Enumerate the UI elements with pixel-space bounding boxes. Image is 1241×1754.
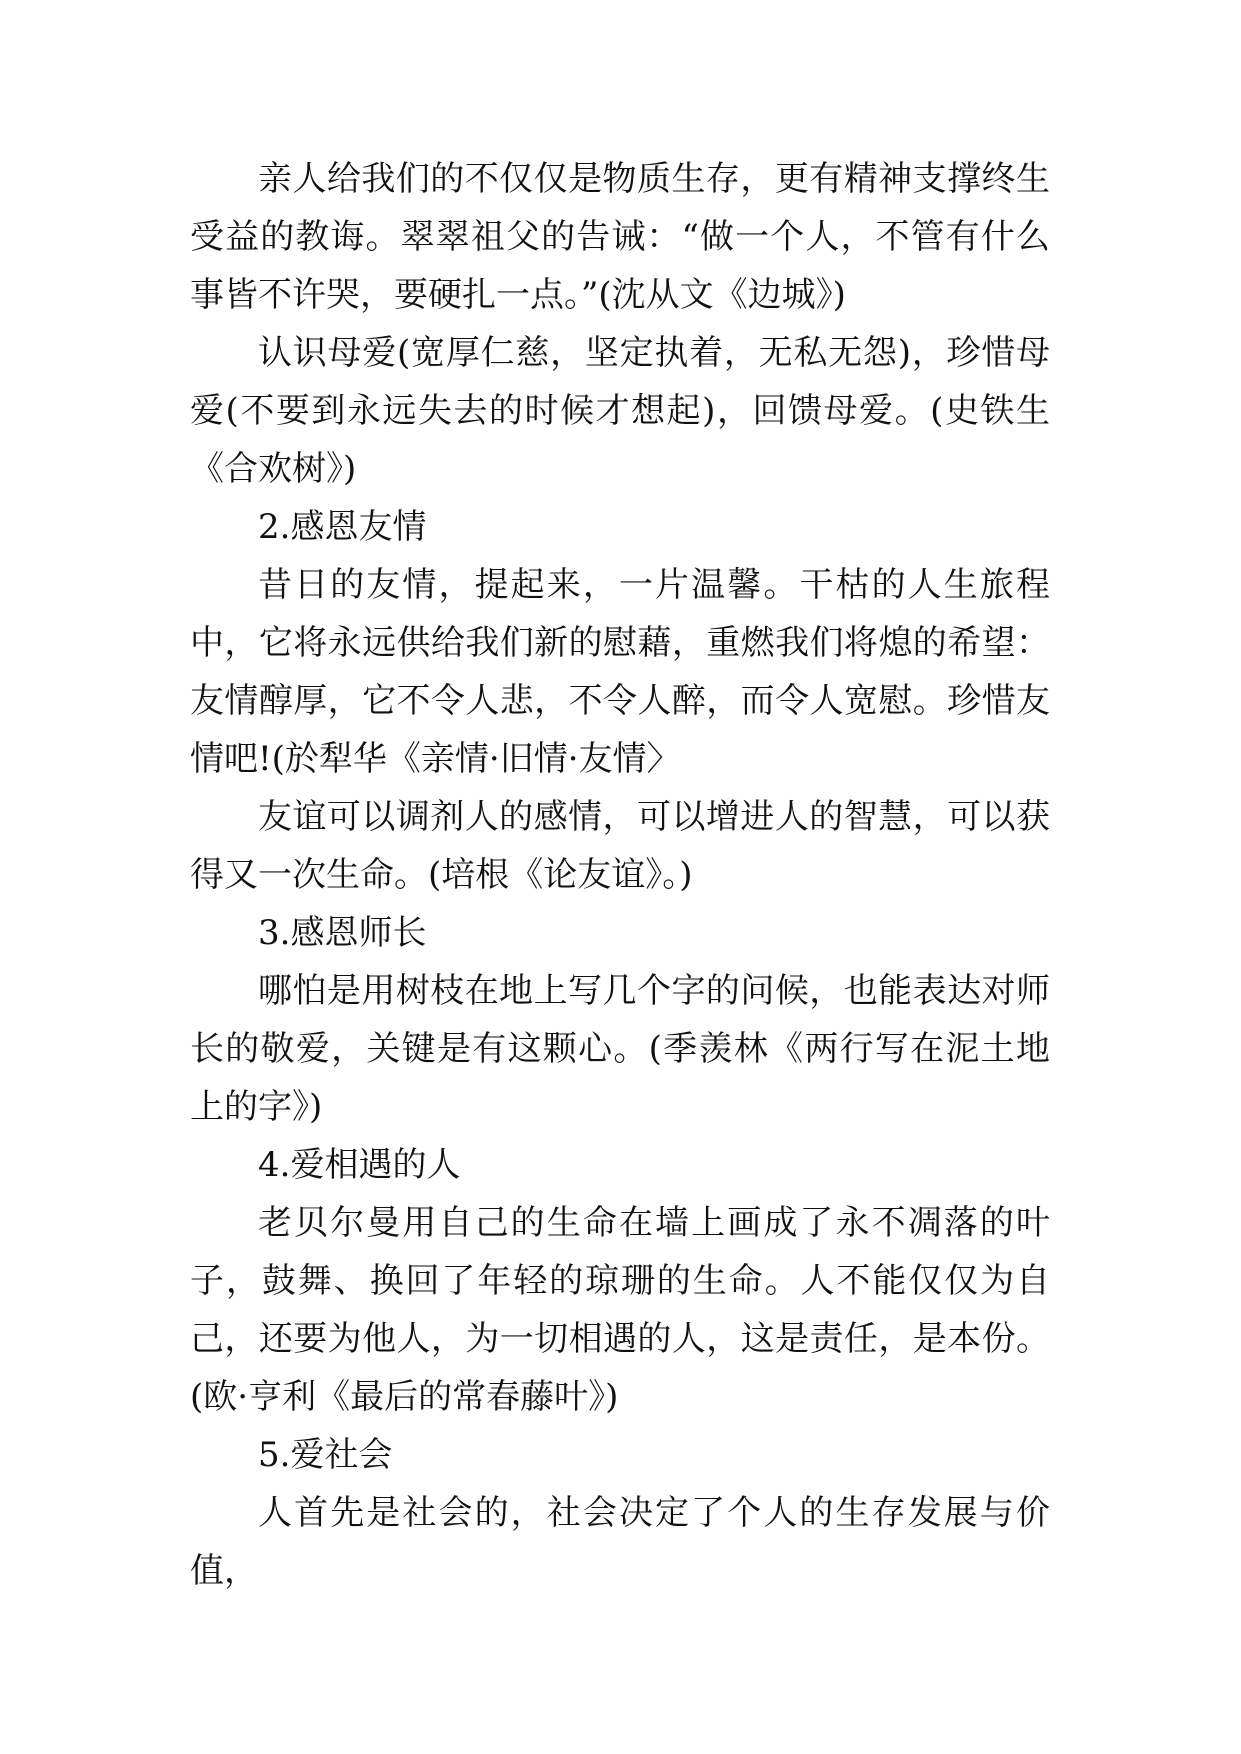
paragraph-society: 人首先是社会的，社会决定了个人的生存发展与价值， — [190, 1493, 1050, 1591]
document-page — [190, 150, 1050, 1600]
paragraph-mother-love: 认识母爱(宽厚仁慈，坚定执着，无私无怨)，珍惜母爱(不要到永远失去的时候才想起)，回馈母爱。(史铁生《合欢树》) — [190, 333, 1050, 489]
paragraph-family-guidance: 亲人给我们的不仅仅是物质生存，更有精神支撑终生受益的教诲。翠翠祖父的告诫：“做一个人，不管有什么事皆不许哭，要硬扎一点。”(沈从文《边城》) — [190, 159, 1050, 315]
paragraph-last-leaf: 老贝尔曼用自己的生命在墙上画成了永不凋落的叶子，鼓舞、换回了年轻的琼珊的生命。人不能仅仅为自己，还要为他人，为一切相遇的人，这是责任，是本份。(欧·亨利《最后的常春藤叶》) — [190, 1203, 1050, 1417]
section-heading-society: 5.爱社会 — [258, 1435, 393, 1475]
section-heading-people-met: 4.爱相遇的人 — [258, 1145, 461, 1185]
section-heading-teachers: 3.感恩师长 — [258, 913, 427, 953]
section-heading-friendship: 2.感恩友情 — [258, 507, 427, 547]
paragraph-teachers: 哪怕是用树枝在地上写几个字的问候，也能表达对师长的敬爱，关键是有这颗心。(季羡林《两行写在泥土地上的字》) — [190, 971, 1050, 1127]
paragraph-old-friendship: 昔日的友情，提起来，一片温馨。干枯的人生旅程中，它将永远供给我们新的慰藉，重燃我们将熄的希望：友情醇厚，它不令人悲，不令人醉，而令人宽慰。珍惜友情吧!(於犁华《亲情·旧情·友情〉 — [190, 565, 1050, 779]
paragraph-bacon-friendship: 友谊可以调剂人的感情，可以增进人的智慧，可以获得又一次生命。(培根《论友谊》。) — [190, 797, 1050, 895]
